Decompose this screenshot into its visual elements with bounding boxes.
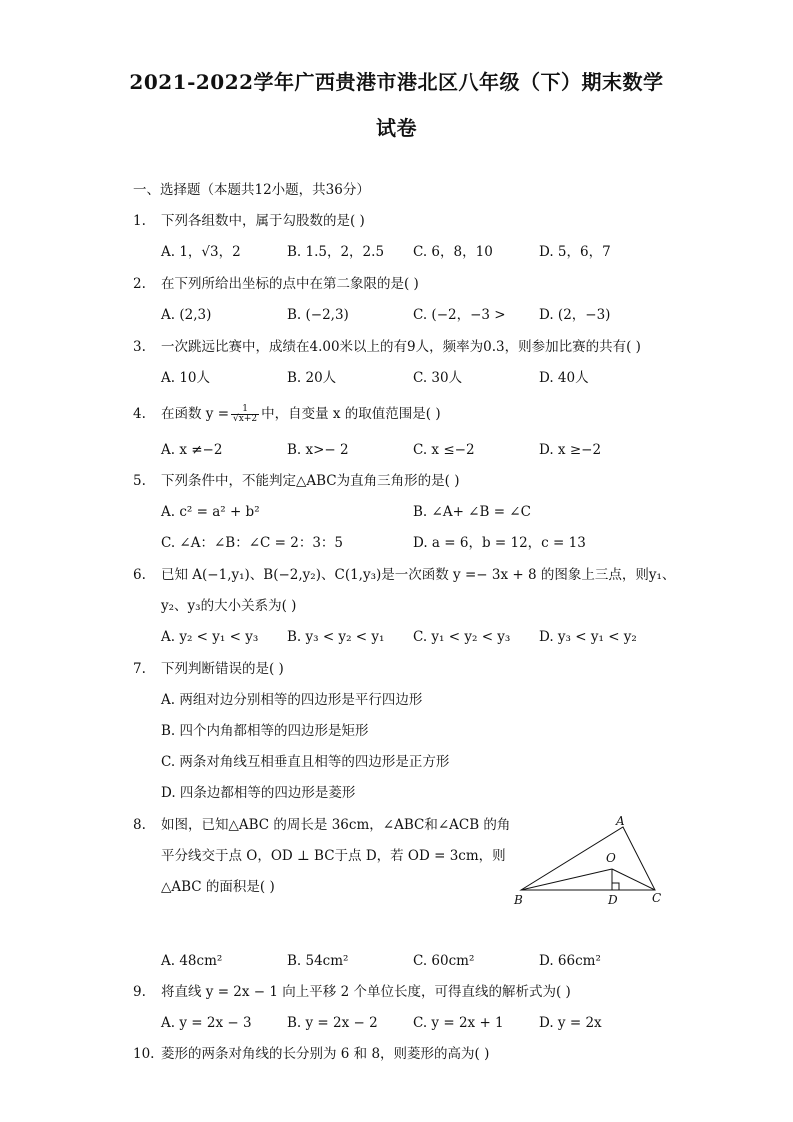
fraction <box>231 405 259 424</box>
fraction-numerator: 1 <box>231 405 259 415</box>
question-7 <box>133 660 284 678</box>
option-a: A. 两组对边分别相等的四边形是平行四边形 <box>161 692 423 708</box>
question-stem: 已知 A(−1,y₁)、B(−2,y₂)、C(1,y₃)是一次函数 y =− 3x + 8 的图象上三点，则y₁、 <box>161 567 676 583</box>
question-9 <box>133 983 571 1001</box>
question-number: 7. <box>133 661 146 677</box>
label-o: O <box>606 851 616 865</box>
option-b: B. 54cm² <box>287 953 349 969</box>
triangle-figure <box>505 812 680 912</box>
question-stem-continued: y₂、y₃的大小关系为( ) <box>161 598 297 614</box>
question-8 <box>133 816 510 834</box>
option-b: B. 1.5，2，2.5 <box>287 244 385 260</box>
label-b: B <box>514 893 523 907</box>
option-b: B. y₃ < y₂ < y₁ <box>287 629 385 645</box>
option-b: B. (−2,3) <box>287 307 349 323</box>
option-b: B. x>− 2 <box>287 442 349 458</box>
bisector-bo <box>521 869 612 890</box>
question-number: 6. <box>133 567 146 583</box>
fraction-denominator: √x+2 <box>233 414 258 424</box>
option-c: C. 6，8，10 <box>413 244 493 260</box>
question-stem-prefix: 在函数 y = <box>161 406 230 422</box>
option-a: A. (2,3) <box>161 307 212 323</box>
label-a: A <box>616 814 625 828</box>
bisector-co <box>612 869 655 890</box>
option-c: C. 两条对角线互相垂直且相等的四边形是正方形 <box>161 754 450 770</box>
question-number: 10. <box>133 1046 155 1062</box>
option-b: B. y = 2x − 2 <box>287 1015 378 1031</box>
option-b: B. 四个内角都相等的四边形是矩形 <box>161 723 369 739</box>
question-stem: 在下列所给出坐标的点中在第二象限的是( ) <box>161 276 419 292</box>
question-number: 8. <box>133 817 146 833</box>
option-c: C. ∠A：∠B：∠C = 2：3：5 <box>161 535 344 551</box>
question-3 <box>133 338 641 356</box>
question-number: 1. <box>133 213 146 229</box>
option-c: C. x ≤−2 <box>413 442 475 458</box>
option-c: C. y = 2x + 1 <box>413 1015 504 1031</box>
question-number: 5. <box>133 473 146 489</box>
option-d: D. 5，6，7 <box>539 244 611 260</box>
question-5 <box>133 472 459 490</box>
option-a: A. 10人 <box>161 370 211 386</box>
question-number: 9. <box>133 984 146 1000</box>
option-c: C. (−2，−3 > <box>413 307 506 323</box>
right-angle-mark <box>612 883 619 890</box>
question-stem-continued: 平分线交于点 O，OD ⊥ BC于点 D，若 OD = 3cm，则 <box>161 848 506 864</box>
option-c: C. 60cm² <box>413 953 475 969</box>
option-d: D. 四条边都相等的四边形是菱形 <box>161 785 356 801</box>
question-stem: 下列条件中，不能判定△ABC为直角三角形的是( ) <box>161 473 460 489</box>
option-c: C. y₁ < y₂ < y₃ <box>413 629 511 645</box>
question-stem-continued: △ABC 的面积是( ) <box>161 879 275 895</box>
question-stem: 一次跳远比赛中，成绩在4.00米以上的有9人，频率为0.3，则参加比赛的共有( ) <box>161 339 641 355</box>
option-b: B. 20人 <box>287 370 337 386</box>
option-a: A. c² = a² + b² <box>161 504 260 520</box>
option-a: A. y₂ < y₁ < y₃ <box>161 629 259 645</box>
question-number: 2. <box>133 276 146 292</box>
question-4 <box>133 405 441 424</box>
question-2 <box>133 275 419 293</box>
option-d: D. 66cm² <box>539 953 601 969</box>
question-number: 3. <box>133 339 146 355</box>
exam-title-line2: 试卷 <box>376 116 417 140</box>
question-1 <box>133 212 365 230</box>
exam-title-line1: 2021-2022学年广西贵港市港北区八年级（下）期末数学 <box>129 70 664 94</box>
option-d: D. a = 6，b = 12，c = 13 <box>413 535 586 551</box>
option-b: B. ∠A+ ∠B = ∠C <box>413 504 531 520</box>
option-d: D. (2，−3) <box>539 307 611 323</box>
question-number: 4. <box>133 406 146 422</box>
question-6 <box>133 566 675 584</box>
option-d: D. y = 2x <box>539 1015 602 1031</box>
question-stem: 下列各组数中，属于勾股数的是( ) <box>161 213 365 229</box>
question-stem: 将直线 y = 2x − 1 向上平移 2 个单位长度，可得直线的解析式为( ) <box>161 984 571 1000</box>
section-heading: 一、选择题（本题共12小题，共36分） <box>133 182 370 198</box>
label-c: C <box>652 891 662 905</box>
option-a: A. y = 2x − 3 <box>161 1015 252 1031</box>
label-d: D <box>608 893 618 907</box>
option-d: D. 40人 <box>539 370 589 386</box>
option-a: A. 48cm² <box>161 953 223 969</box>
option-a: A. x ≠−2 <box>161 442 223 458</box>
question-stem: 下列判断错误的是( ) <box>161 661 284 677</box>
question-stem: 如图，已知△ABC 的周长是 36cm，∠ABC和∠ACB 的角 <box>161 817 511 833</box>
option-d: D. y₃ < y₁ < y₂ <box>539 629 637 645</box>
question-stem: 菱形的两条对角线的长分别为 6 和 8，则菱形的高为( ) <box>161 1046 490 1062</box>
option-c: C. 30人 <box>413 370 463 386</box>
question-10 <box>133 1045 489 1063</box>
option-a: A. 1，√3，2 <box>161 244 241 260</box>
question-stem-suffix: 中，自变量 x 的取值范围是( ) <box>261 406 441 422</box>
option-d: D. x ≥−2 <box>539 442 602 458</box>
